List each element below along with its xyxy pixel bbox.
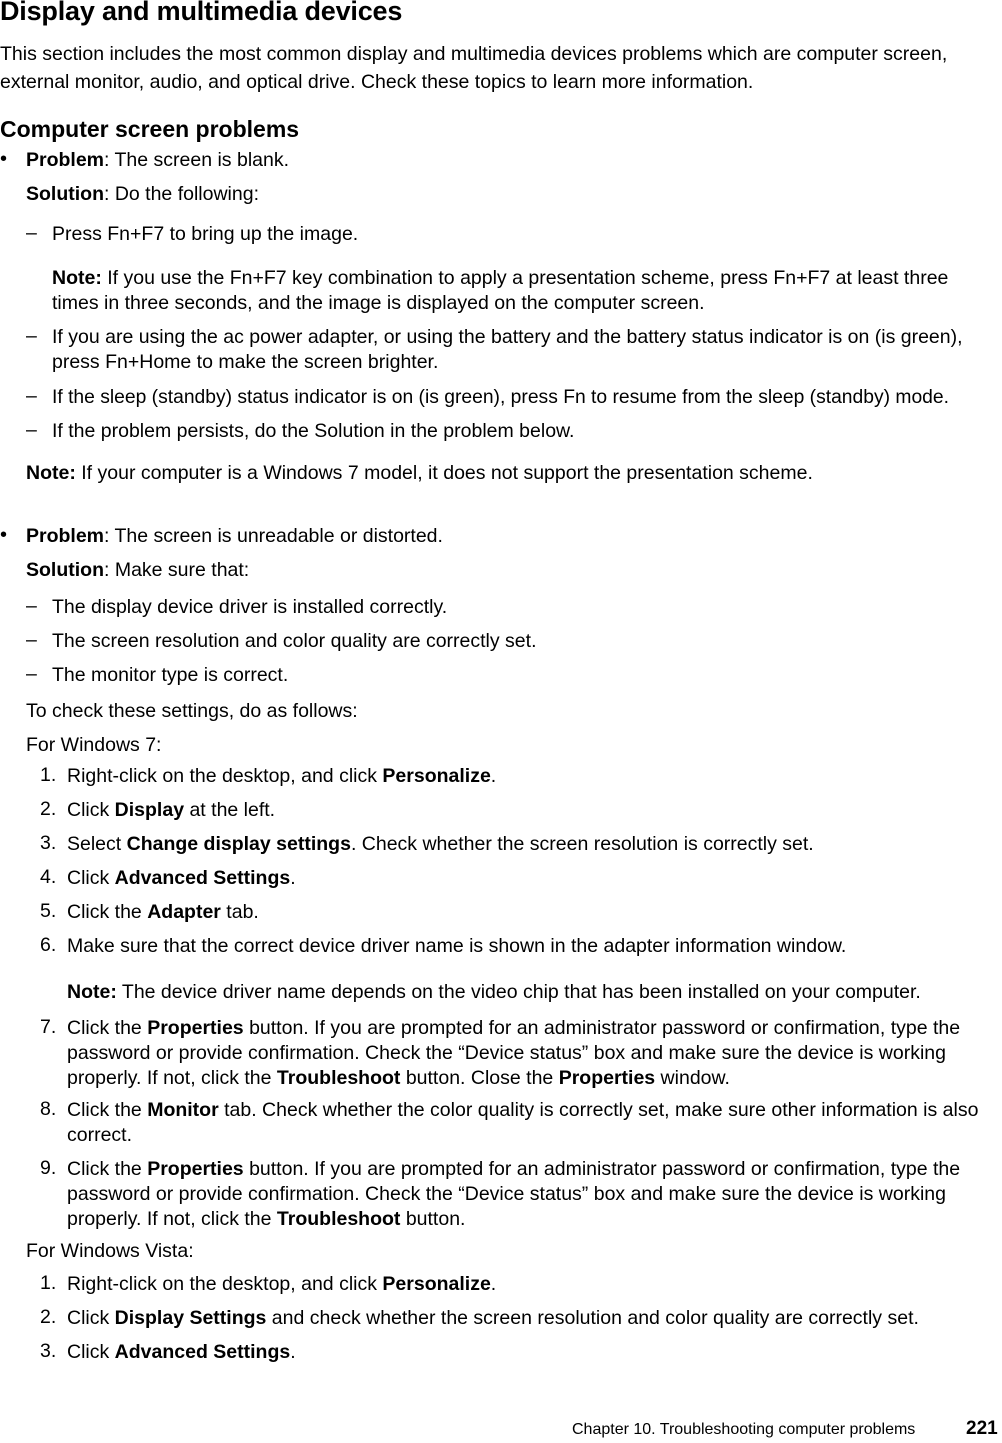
dash: –: [26, 222, 37, 244]
step-text: window.: [655, 1067, 730, 1089]
solution-2-text: : Make sure that:: [103, 559, 250, 581]
ui-term: Troubleshoot: [276, 1208, 401, 1230]
step-number: 8.: [40, 1098, 57, 1120]
dash: –: [26, 419, 37, 441]
solution-label: Solution: [26, 183, 104, 205]
step-number: 3.: [40, 1340, 57, 1362]
solution-1: [26, 182, 259, 207]
ui-term: Advanced Settings: [114, 1341, 291, 1363]
intro-paragraph: This section includes the most common display and multimedia devices problems which are computer screen, external monitor, audio, and optical drive. Check these topics to learn more information.: [0, 43, 948, 93]
dash: –: [26, 595, 37, 617]
win7-step-5: [67, 900, 259, 925]
dash: –: [26, 325, 37, 347]
ui-term: Adapter: [147, 901, 221, 923]
p2-check-2: The screen resolution and color quality are correctly set.: [52, 630, 537, 652]
step-number: 2.: [40, 798, 57, 820]
win7-step-2: [67, 798, 275, 823]
p1-note-2: [26, 461, 813, 486]
vista-step-2: [67, 1306, 919, 1331]
win7-step-3: [67, 832, 814, 857]
note-label: Note:: [26, 462, 76, 484]
solution-2: [26, 558, 249, 583]
step-text: button. If you are prompted for an administrator password or confirmation, type the password or provide confirmation. Check the “Device status” box and make sure the device is working properly. If not, click the: [67, 1017, 961, 1089]
section-title: Computer screen problems: [0, 116, 300, 142]
p1-step-1: Press Fn+F7 to bring up the image.: [52, 223, 359, 245]
step-text: . Check whether the screen resolution is correctly set.: [350, 833, 814, 855]
step-number: 1.: [40, 764, 57, 786]
win7-note-text: The device driver name depends on the video chip that has been installed on your computer.: [121, 981, 921, 1003]
step-text: Click the: [67, 1017, 148, 1039]
step-text: Select: [67, 833, 127, 855]
step-text: tab. Check whether the color quality is correctly set, make sure other information is also correct.: [67, 1099, 979, 1146]
win7-note: [67, 980, 921, 1005]
bullet: •: [0, 148, 8, 170]
win7-step-8: [67, 1098, 999, 1148]
to-check-text: To check these settings, do as follows:: [26, 700, 358, 722]
problem-label: Problem: [26, 525, 105, 547]
step-number: 9.: [40, 1157, 57, 1179]
dash: –: [26, 629, 37, 651]
p2-check-3: The monitor type is correct.: [52, 664, 289, 686]
note-label: Note:: [67, 981, 117, 1003]
step-text: button. If you are prompted for an administrator password or confirmation, type the password or provide confirmation. Check the “Device status” box and make sure the device is working properly. If not, click the: [67, 1158, 961, 1230]
win7-step-7: [67, 1016, 999, 1091]
problem-label: Problem: [26, 149, 105, 171]
step-text: Click: [67, 799, 115, 821]
p1-note-1: [52, 266, 992, 316]
step-number: 1.: [40, 1272, 57, 1294]
step-text: Click the: [67, 1158, 148, 1180]
win7-step-6: Make sure that the correct device driver name is shown in the adapter information window.: [67, 935, 847, 957]
footer-chapter: Chapter 10. Troubleshooting computer problems: [572, 1421, 916, 1438]
ui-term: Troubleshoot: [276, 1067, 401, 1089]
win7-step-9: [67, 1157, 999, 1232]
step-text: .: [490, 1273, 497, 1295]
problem-2: [26, 524, 443, 549]
solution-1-text: : Do the following:: [103, 183, 259, 205]
vista-step-3: [67, 1340, 296, 1365]
step-text: Right-click on the desktop, and click: [67, 765, 383, 787]
step-text: .: [490, 765, 497, 787]
ui-term: Properties: [558, 1067, 656, 1089]
dash: –: [26, 385, 37, 407]
step-text: Click the: [67, 901, 148, 923]
step-text: Right-click on the desktop, and click: [67, 1273, 383, 1295]
vista-step-1: [67, 1272, 496, 1297]
page-number: 221: [966, 1418, 998, 1439]
p1-step-4: If the problem persists, do the Solution in the problem below.: [52, 420, 575, 442]
step-text: Click: [67, 867, 115, 889]
ui-term: Advanced Settings: [114, 867, 291, 889]
solution-label: Solution: [26, 559, 104, 581]
ui-term: Display Settings: [114, 1307, 267, 1329]
bullet: •: [0, 524, 8, 546]
ui-term: Personalize: [382, 1273, 491, 1295]
win7-step-4: [67, 866, 296, 891]
p2-check-1: The display device driver is installed correctly.: [52, 596, 448, 618]
problem-2-text: : The screen is unreadable or distorted.: [104, 525, 443, 547]
dash: –: [26, 663, 37, 685]
p1-step-2: If you are using the ac power adapter, or using the battery and the battery status indicator is on (is green), press Fn+Home to make the screen brighter.: [52, 326, 963, 373]
p1-note-2-text: If your computer is a Windows 7 model, it does not support the presentation scheme.: [81, 462, 813, 484]
step-text: Click the: [67, 1099, 148, 1121]
step-text: at the left.: [184, 799, 276, 821]
step-text: tab.: [220, 901, 259, 923]
step-text: button.: [400, 1208, 466, 1230]
step-number: 4.: [40, 866, 57, 888]
step-text: button. Close the: [400, 1067, 559, 1089]
problem-1: [26, 148, 289, 173]
p1-note-1-text: If you use the Fn+F7 key combination to apply a presentation scheme, press Fn+F7 at least three times in three seconds, and the image is displayed on the computer screen.: [52, 267, 949, 314]
step-number: 6.: [40, 934, 57, 956]
step-number: 3.: [40, 832, 57, 854]
step-text: .: [290, 867, 296, 889]
problem-1-text: : The screen is blank.: [104, 149, 290, 171]
ui-term: Change display settings: [126, 833, 351, 855]
page-title: Display and multimedia devices: [0, 0, 403, 26]
step-number: 7.: [40, 1016, 57, 1038]
note-label: Note:: [52, 267, 102, 289]
ui-term: Monitor: [147, 1099, 219, 1121]
step-text: and check whether the screen resolution and color quality are correctly set.: [266, 1307, 919, 1329]
step-number: 5.: [40, 900, 57, 922]
ui-term: Display: [114, 799, 185, 821]
ui-term: Properties: [147, 1017, 244, 1039]
win7-step-1: [67, 764, 496, 789]
windows-vista-heading: For Windows Vista:: [26, 1240, 194, 1262]
step-number: 2.: [40, 1306, 57, 1328]
ui-term: Personalize: [382, 765, 491, 787]
p1-step-3: If the sleep (standby) status indicator is on (is green), press Fn to resume from the sleep (standby) mode.: [52, 387, 949, 408]
windows7-heading: For Windows 7:: [26, 734, 162, 756]
step-text: Click: [67, 1307, 115, 1329]
step-text: Click: [67, 1341, 115, 1363]
step-text: .: [290, 1341, 296, 1363]
ui-term: Properties: [147, 1158, 244, 1180]
